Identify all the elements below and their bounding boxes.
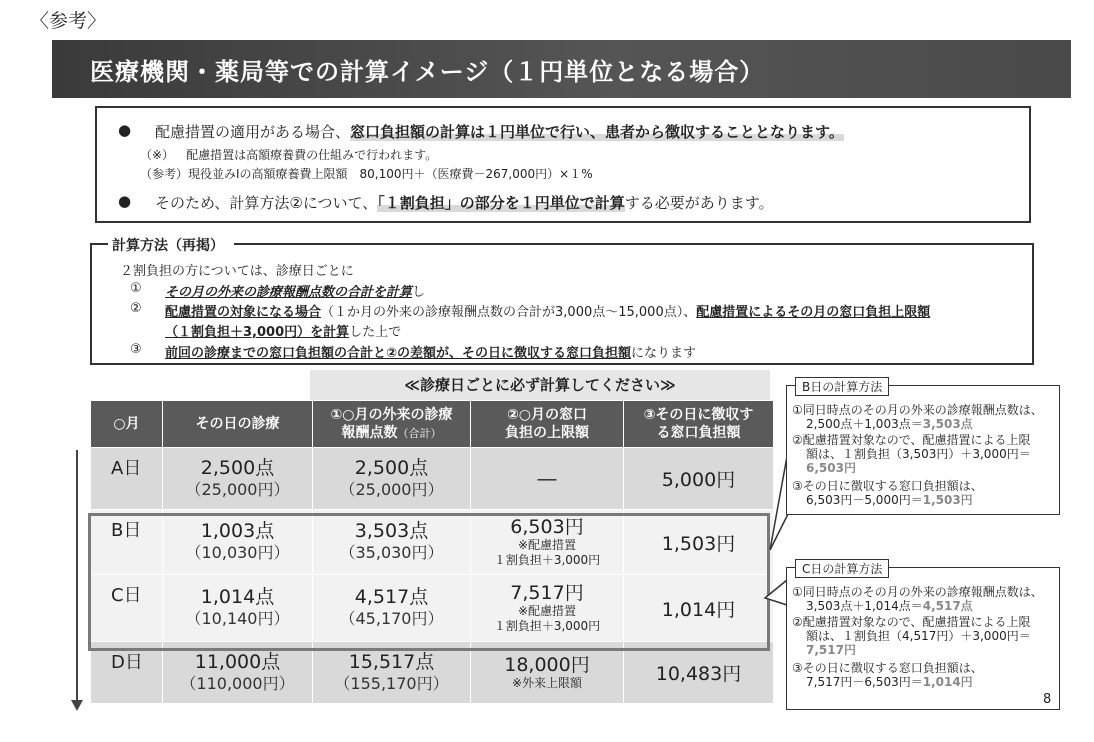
header-limit: ②○月の窓口 負担の上限額 xyxy=(471,401,624,448)
treatment-points: 2,500点 xyxy=(200,456,275,479)
header-points-small: （合計） xyxy=(397,426,442,440)
total-yen: （35,030円） xyxy=(339,543,444,562)
charge-cell xyxy=(624,448,774,510)
charge-value: 10,483円 xyxy=(655,663,742,685)
timeline-arrow-line xyxy=(76,450,78,705)
treatment-points: 1,003点 xyxy=(200,520,275,542)
callout-c-line6: ③その日に徴収する窓口負担額は、 xyxy=(792,661,983,675)
charge-value: 1,503円 xyxy=(661,532,736,555)
header-points-total xyxy=(313,401,471,448)
notice-line-2-c: する必要があります。 xyxy=(624,194,774,212)
callout-c-title: C日の計算方法 xyxy=(795,559,889,578)
callout-c-line7 xyxy=(806,675,973,689)
callout-b-title: B日の計算方法 xyxy=(795,377,889,396)
total-points: 4,517点 xyxy=(354,586,429,608)
total-points: 3,503点 xyxy=(354,520,429,542)
notice-line-2-emphasis: 「１割負担」の部分を１円単位で計算 xyxy=(377,194,625,212)
notice-line-2 xyxy=(155,192,774,213)
day-label: C日 xyxy=(111,585,142,606)
method-step-3 xyxy=(165,342,696,361)
method-step-2-mid: （１か月の外来の診療報酬点数の合計が3,000点～15,000点）、 xyxy=(321,305,697,320)
callout-b-line7-a: 6,503円－5,000円＝ xyxy=(806,493,923,507)
total-points: 2,500点 xyxy=(354,456,429,479)
treatment-cell xyxy=(163,448,313,510)
method-num-2: ② xyxy=(130,301,142,316)
callout-c-line2-b: 4,517点 xyxy=(922,599,973,613)
callout-c-line3: ②配慮措置対象なので、配慮措置による上限 xyxy=(792,615,1031,629)
day-label: D日 xyxy=(111,652,143,673)
treatment-points: 11,000点 xyxy=(194,650,281,673)
limit-value: 6,503円 xyxy=(510,516,584,538)
day-cell xyxy=(91,448,163,510)
callout-b-line2-b: 3,503点 xyxy=(922,417,973,431)
method-step-2-ul: 配慮措置の対象になる場合 xyxy=(165,305,322,320)
day-label: B日 xyxy=(111,520,142,541)
limit-note: ※配慮措置 xyxy=(517,538,577,552)
header-month: ○月 xyxy=(91,401,163,448)
treatment-yen: （25,000円） xyxy=(185,479,290,499)
notice-line-1 xyxy=(155,121,844,142)
callout-b-line6: ③その日に徴収する窓口負担額は、 xyxy=(792,479,983,493)
callout-b-line2 xyxy=(806,417,973,431)
note-1 xyxy=(140,146,437,163)
table-header-row xyxy=(91,401,774,448)
total-yen: （25,000円） xyxy=(339,479,444,499)
method-intro: ２割負担の方については、診療日ごとに xyxy=(120,264,354,279)
method-step-1-ul: その月の外来の診療報酬点数の合計を計算 xyxy=(165,285,413,300)
header-day-treatment: その日の診療 xyxy=(163,401,313,448)
callout-b-line7 xyxy=(806,493,973,507)
notice-line-2-a: そのため、計算方法②について、 xyxy=(155,194,378,212)
callout-c-line5: 7,517円 xyxy=(806,643,856,657)
notice-line-1-a: 配慮措置の適用がある場合、 xyxy=(155,123,351,141)
header-charge: ③その日に徴収す る窓口負担額 xyxy=(624,401,774,448)
calc-banner: ≪診療日ごとに必ず計算してください≫ xyxy=(310,370,770,400)
callout-c-line4: 額は、１割負担（4,517円）＋3,000円＝ xyxy=(806,629,1031,643)
method-step-2b-ul: （１割負担＋3,000円）を計算 xyxy=(165,325,350,340)
callout-b-line1: ①同日時点のその月の外来の診療報酬点数は、 xyxy=(792,403,1043,417)
limit-note: ※配慮措置 xyxy=(517,604,577,618)
callout-c-line2-a: 3,503点＋1,014点＝ xyxy=(806,599,923,613)
limit-cell xyxy=(471,448,624,510)
page-number: 8 xyxy=(1043,692,1052,707)
method-step-1-tail: し xyxy=(412,285,426,300)
total-yen: （45,170円） xyxy=(339,609,444,628)
method-step-2b-tail: した上で xyxy=(349,325,402,340)
bullet-1: ● xyxy=(118,121,132,139)
limit-note-2: １割負担＋3,000円 xyxy=(493,553,601,567)
notice-line-1-emphasis: 窓口負担額の計算は１円単位で行い、患者から徴収することとなります。 xyxy=(350,123,844,141)
bullet-2: ● xyxy=(118,192,132,210)
callout-c-line7-a: 7,517円－6,503円＝ xyxy=(806,675,923,689)
limit-value: 18,000円 xyxy=(504,654,590,676)
limit-note: ※外来上限額 xyxy=(511,676,583,690)
callout-c-line7-b: 1,014円 xyxy=(922,675,973,689)
total-points: 15,517点 xyxy=(348,650,435,673)
day-label: A日 xyxy=(111,458,142,479)
note-1-mark: （※） xyxy=(140,148,175,162)
callout-b-line4: 額は、１割負担（3,503円）＋3,000円＝ xyxy=(806,447,1031,461)
method-step-1 xyxy=(165,281,425,300)
method-step-2-ul2: 配慮措置によるその月の窓口負担上限額 xyxy=(696,305,931,320)
treatment-yen: （10,140円） xyxy=(185,609,290,628)
method-step-2b xyxy=(165,321,401,340)
highlight-frame xyxy=(88,513,770,651)
method-num-3: ③ xyxy=(130,342,142,357)
callout-b-line7-b: 1,503円 xyxy=(922,493,973,507)
method-step-3-tail: になります xyxy=(631,346,697,361)
charge-value: 5,000円 xyxy=(661,469,736,491)
note-1-text: 配慮措置は高額療養費の仕組みで行われます。 xyxy=(186,148,438,162)
treatment-yen: （10,030円） xyxy=(185,543,290,562)
treatment-yen: （110,000円） xyxy=(180,673,295,693)
total-cell xyxy=(313,448,471,510)
page-title: 医療機関・薬局等での計算イメージ（１円単位となる場合） xyxy=(90,58,765,86)
callout-c-line1: ①同日時点のその月の外来の診療報酬点数は、 xyxy=(792,585,1043,599)
limit-value: 7,517円 xyxy=(510,582,584,604)
method-step-3-ul: 前回の診療までの窓口負担額の合計と②の差額が、その日に徴収する窓口負担額 xyxy=(165,346,632,361)
method-box-title: 計算方法（再掲） xyxy=(108,235,234,255)
limit-value: ― xyxy=(537,467,557,490)
method-num-1: ① xyxy=(130,281,142,296)
limit-note-2: １割負担＋3,000円 xyxy=(493,619,601,633)
note-2: （参考）現役並みⅠの高額療養費上限額 80,100円＋（医療費－267,000円）×１% xyxy=(140,167,593,181)
callout-b-line5: 6,503円 xyxy=(806,461,856,475)
reference-label: 〈参考〉 xyxy=(30,10,107,32)
header-points-text: ①○月の外来の診療 報酬点数 xyxy=(330,406,453,441)
charge-value: 1,014円 xyxy=(661,598,736,621)
treatment-points: 1,014点 xyxy=(200,586,275,608)
total-yen: （155,170円） xyxy=(334,673,449,693)
callout-b-line3: ②配慮措置対象なので、配慮措置による上限 xyxy=(792,433,1031,447)
table-row xyxy=(91,448,774,510)
callout-c-line2 xyxy=(806,599,973,613)
callout-b-line2-a: 2,500点＋1,003点＝ xyxy=(806,417,923,431)
down-arrow-icon xyxy=(71,700,83,711)
method-step-2 xyxy=(165,301,930,320)
